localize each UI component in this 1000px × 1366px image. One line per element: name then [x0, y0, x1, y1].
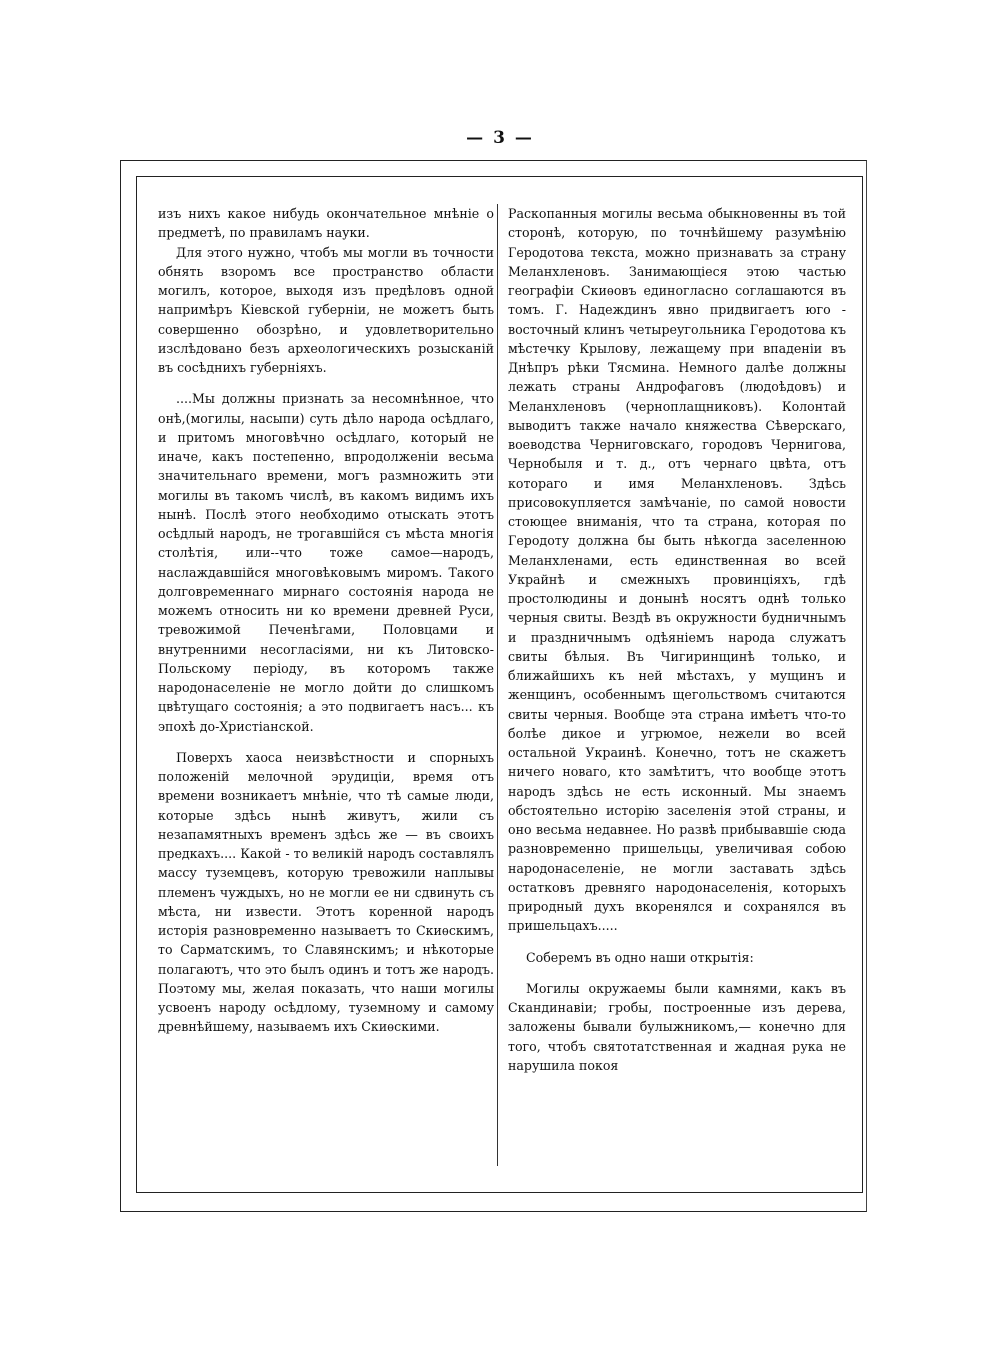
- left-column: [158, 204, 494, 1037]
- column-divider: [497, 204, 498, 1166]
- left-paragraph-2: Для этого нужно, чтобъ мы могли въ точности обнять взоромъ все пространство области могилъ, которое, выходя изъ предѣловъ одной напримѣръ Кіевской губерніи, не можетъ быть совершенно обозрѣно, и удовлетворительно изслѣдовано безъ археологическихъ розысканій въ сосѣднихъ губерніяхъ.: [158, 244, 494, 375]
- right-paragraph-3: Могилы окружаемы были камнями, какъ въ Скандинавіи; гробы, построенные изъ дерева, заложены бывали булыжникомъ,— конечно для того, чтобъ святотатственная и жадная рука не нарушила покоя: [508, 980, 846, 1073]
- left-paragraph-1: изъ нихъ какое нибудь окончательное мнѣніе о предметѣ, по правиламъ науки.: [158, 206, 494, 241]
- right-paragraph-1: Раскопанныя могилы весьма обыкновенны въ той сторонѣ, которую, по точнѣйшему разумѣнію Геродотова текста, можно признавать за страну Меланхленовъ. Занимающіеся этою частью географіи Скиѳовъ единогласно соглашаются въ томъ. Г. Надеждинъ явно придвигаетъ юго - восточный клинъ четыреугольника Геродотова къ мѣстечку Крылову, лежащему при впаденіи въ Днѣпръ рѣки Тясмина. Немного далѣе должны лежать страны Андрофаговъ (людоѣдовъ) и Меланхленовъ (черноплащниковъ). Колонтай выводитъ также начало княжества Сѣверскаго, воеводства Черниговскаго, городовъ Чернигова, Чернобыля и т. д., отъ чернаго цвѣта, отъ котораго и имя Меланхленовъ. Здѣсь присовокупляется замѣчаніе, по самой новости стоющее вниманія, что та страна, которая по Геродоту должна бы быть нѣкогда заселенною Меланхленами, есть единственная во всей Украйнѣ и смежныхъ провинціяхъ, гдѣ простолюдины и донынѣ носятъ однѣ только черныя свиты. Вездѣ въ окружности будничнымъ и праздничнымъ одѣяніемъ народа служатъ свиты бѣлыя. Въ Чигиринщинѣ только, и ближайшихъ къ ней мѣстахъ, у мущинъ и женщинъ, особеннымъ щегольствомъ считаются свиты черныя. Вообще эта страна имѣетъ что-то болѣе дикое и угрюмое, нежели во всей остальной Украинѣ. Конечно, тотъ не скажетъ ничего новаго, кто замѣтитъ, что вообще этотъ народъ здѣсь не есть исконный. Мы знаемъ обстоятельно исторію заселенія этой страны, и оно весьма недавнее. Но развѣ прибывавшіе сюда разновременно пришельцы, увеличивая собою народонаселеніе, не могли заставать здѣсь остатковъ древняго народонаселенія, которыхъ природный духъ вкоренялся и сохранялся въ пришельцахъ.....: [508, 206, 846, 934]
- right-column: [508, 204, 846, 1075]
- left-paragraph-4: Поверхъ хаоса неизвѣстности и спорныхъ положеній мелочной эрудиціи, время отъ времени возникаетъ мнѣніе, что тѣ самые люди, которые здѣсь нынѣ живутъ, жили съ незапамятныхъ временъ здѣсь же — въ своихъ предкахъ.... Какой - то великій народъ составлялъ массу туземцевъ, которую тревожили наплывы племенъ чуждыхъ, но не могли ее ни сдвинуть съ мѣста, ни извести. Этотъ коренной народъ исторія разновременно называетъ то Скиѳскимъ, то Сарматскимъ, то Славянскимъ; и нѣкоторые полагаютъ, что это былъ одинъ и тотъ же народъ. Поэтому мы, желая показать, что наши могилы усвоенъ народу осѣдлому, туземному и самому древнѣйшему, называемъ ихъ Скиѳскими.: [158, 749, 494, 1035]
- left-paragraph-3: ....Мы должны признать за несомнѣнное, что онѣ,(могилы, насыпи) суть дѣло народа осѣдлаго, и притомъ многовѣчно осѣдлаго, который не иначе, какъ постепенно, впродолженіи весьма значительнаго времени, могъ размножить эти могилы въ такомъ числѣ, въ какомъ видимъ ихъ нынѣ. Послѣ этого необходимо отыскать этотъ осѣдлый народъ, не трогавшійся съ мѣста многія столѣтія, или--что тоже самое—народъ, наслаждавшійся многовѣковымъ миромъ. Такого долговременнаго мирнаго состоянія народа не можемъ относить ни ко времени древней Руси, тревожимой Печенѣгами, Половцами и внутренними несогласіями, ни къ Литовско-Польскому періоду, въ которомъ также народонаселеніе не могло дойти до слишкомъ цвѣтущаго состоянія; а это подвигаетъ насъ... къ эпохѣ до-Христіанской.: [158, 391, 494, 734]
- right-paragraph-2: Соберемъ въ одно наши открытія:: [526, 949, 754, 965]
- page-number: — 3 —: [466, 128, 534, 148]
